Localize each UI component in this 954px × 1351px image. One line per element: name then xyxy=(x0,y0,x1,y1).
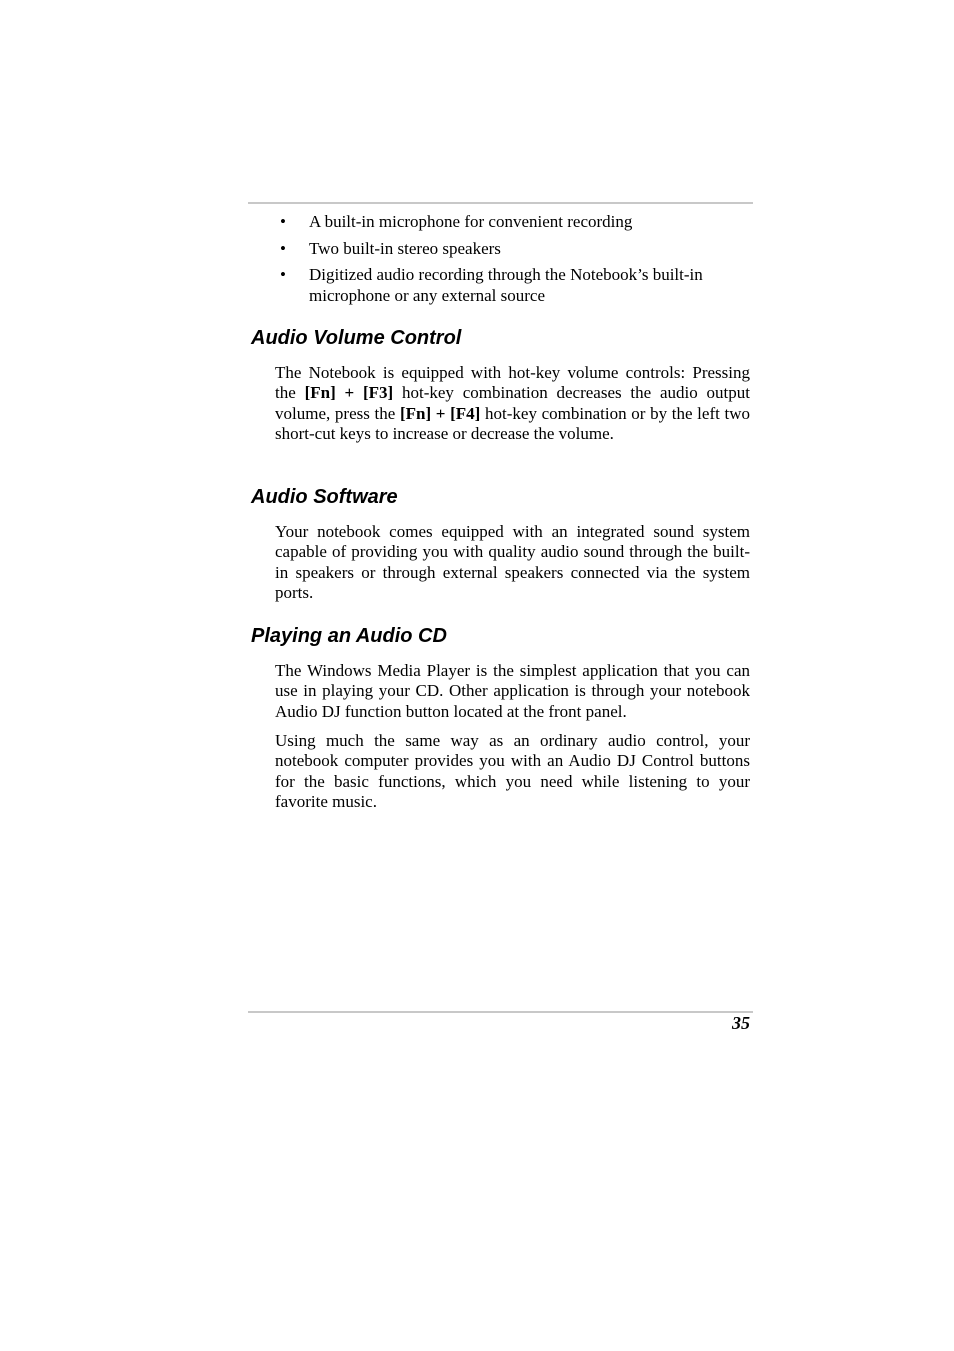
list-item-text: Two built-in stereo speakers xyxy=(309,238,501,258)
page-number: 35 xyxy=(732,1013,750,1033)
hotkey-increase: [Fn] + [F4] xyxy=(399,403,481,423)
bullet-icon: • xyxy=(280,212,286,231)
bottom-rule xyxy=(248,1011,753,1013)
cd-paragraph-1: The Windows Media Player is the simplest application that you can use in playing your CD. Other application is through your notebook Audio DJ function button located at the front panel. xyxy=(275,661,750,721)
hotkey-decrease: [Fn] + [F3] xyxy=(304,383,394,403)
heading-playing-audio-cd: Playing an Audio CD xyxy=(251,625,447,647)
volume-paragraph xyxy=(275,363,750,445)
list-item xyxy=(275,239,750,260)
feature-list xyxy=(275,212,750,312)
cd-paragraph-2: Using much the same way as an ordinary audio control, your notebook computer provides you with an Audio DJ Control buttons for the basic functions, which you need while listening to your favorite music. xyxy=(275,731,750,812)
volume-text-part: hot-key combination or by the left two short-cut keys to increase or decrease the volume. xyxy=(275,403,750,444)
list-item-text: A built-in microphone for convenient recording xyxy=(309,212,633,231)
list-item-text: Digitized audio recording through the Notebook’s built-in microphone or any external source xyxy=(309,265,703,305)
volume-text-part: hot-key combination decreases the audio output volume, press the xyxy=(275,383,750,423)
bullet-icon: • xyxy=(280,265,286,284)
bullet-icon: • xyxy=(280,238,286,258)
heading-audio-volume-control: Audio Volume Control xyxy=(251,327,462,349)
heading-audio-software: Audio Software xyxy=(251,486,398,508)
list-item xyxy=(275,265,750,306)
software-paragraph: Your notebook comes equipped with an integrated sound system capable of providing you with quality audio sound through the built-in speakers or through external speakers connected via the system ports. xyxy=(275,522,750,603)
volume-text-part: The Notebook is equipped with hot-key volume controls: Pressing the xyxy=(275,363,750,403)
list-item xyxy=(275,212,750,233)
top-rule xyxy=(248,202,753,204)
